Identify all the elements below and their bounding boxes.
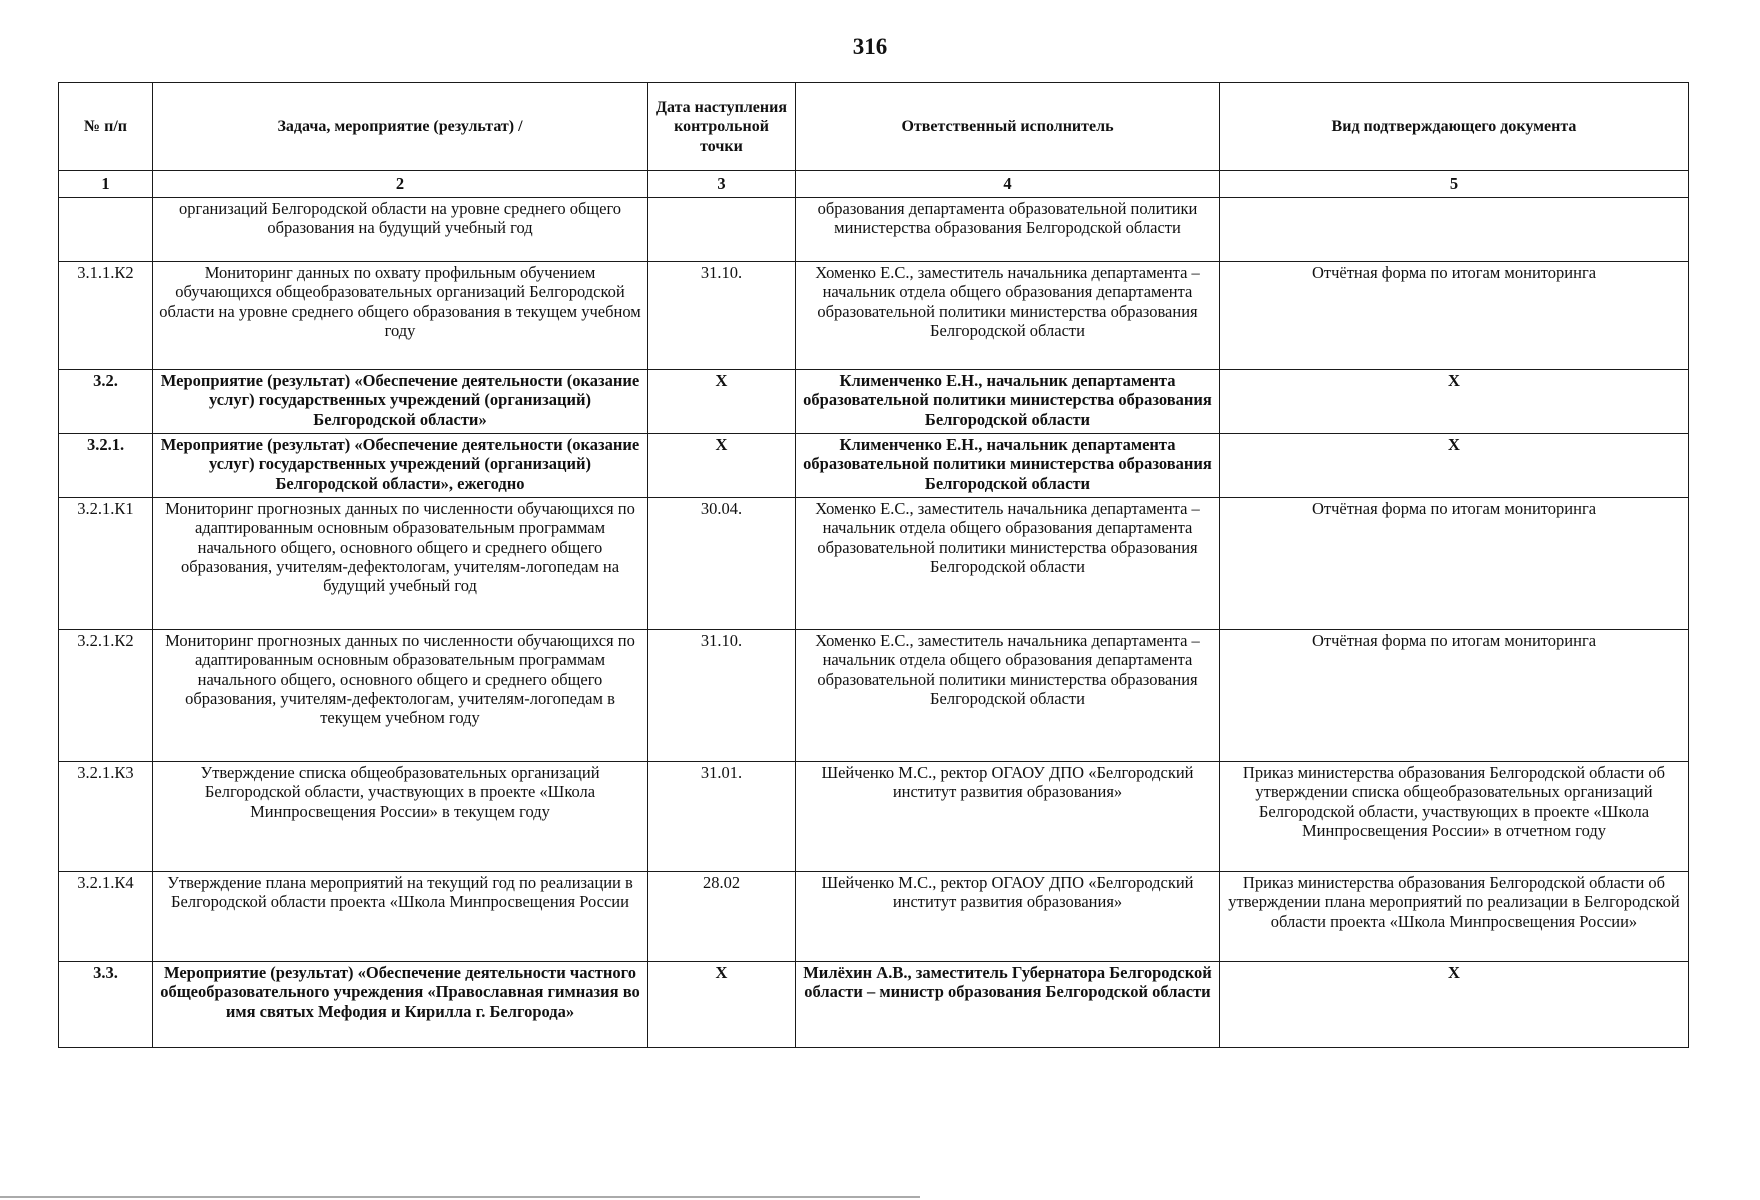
column-number: 5 <box>1220 171 1689 198</box>
row-task: Мониторинг прогнозных данных по численности обучающихся по адаптированным основным образовательным программам начального общего, основного общего и среднего общего образования, учителям-дефектологам, учителям-логопедам на будущий учебный год <box>153 498 648 630</box>
table-row <box>59 262 1689 370</box>
row-num: 3.2.1.К1 <box>59 498 153 630</box>
row-document: Приказ министерства образования Белгородской области об утверждении списка общеобразовательных организаций Белгородской области, участвующих в проекте «Школа Минпросвещения России» в отчетном году <box>1220 762 1689 872</box>
row-num: 3.2.1.К2 <box>59 630 153 762</box>
row-date: 28.02 <box>648 872 796 962</box>
row-executor: Клименченко Е.Н., начальник департамента образовательной политики министерства образования Белгородской области <box>796 434 1220 498</box>
row-task: Мероприятие (результат) «Обеспечение деятельности частного общеобразовательного учреждения «Православная гимназия во имя святых Мефодия и Кирилла г. Белгорода» <box>153 962 648 1048</box>
table-row <box>59 762 1689 872</box>
table-row <box>59 872 1689 962</box>
page-number: 316 <box>852 34 888 59</box>
row-date: Х <box>648 370 796 434</box>
header-executor: Ответственный исполнитель <box>796 83 1220 171</box>
row-task: Утверждение плана мероприятий на текущий год по реализации в Белгородской области проекта «Школа Минпросвещения России <box>153 872 648 962</box>
row-date: 30.04. <box>648 498 796 630</box>
table-header-row <box>59 83 1689 171</box>
row-executor: Шейченко М.С., ректор ОГАОУ ДПО «Белгородский институт развития образования» <box>796 762 1220 872</box>
row-task: Утверждение списка общеобразовательных организаций Белгородской области, участвующих в проекте «Школа Минпросвещения России» в текущем году <box>153 762 648 872</box>
row-date: 31.10. <box>648 630 796 762</box>
table-row <box>59 630 1689 762</box>
header-task: Задача, мероприятие (результат) / <box>153 83 648 171</box>
row-num: 3.2.1. <box>59 434 153 498</box>
row-executor: Хоменко Е.С., заместитель начальника департамента – начальник отдела общего образования департамента образовательной политики министерства образования Белгородской области <box>796 630 1220 762</box>
row-date: Х <box>648 434 796 498</box>
header-num: № п/п <box>59 83 153 171</box>
row-executor: Хоменко Е.С., заместитель начальника департамента – начальник отдела общего образования департамента образовательной политики министерства образования Белгородской области <box>796 498 1220 630</box>
column-number-row <box>59 171 1689 198</box>
row-document: Отчётная форма по итогам мониторинга <box>1220 498 1689 630</box>
header-document: Вид подтверждающего документа <box>1220 83 1689 171</box>
row-task: Мероприятие (результат) «Обеспечение деятельности (оказание услуг) государственных учреждений (организаций) Белгородской области», ежегодно <box>153 434 648 498</box>
column-number: 3 <box>648 171 796 198</box>
row-document: Отчётная форма по итогам мониторинга <box>1220 630 1689 762</box>
row-task: организаций Белгородской области на уровне среднего общего образования на будущий учебный год <box>153 198 648 262</box>
scan-edge-line <box>0 1196 920 1198</box>
table-row <box>59 962 1689 1048</box>
row-num: 3.1.1.К2 <box>59 262 153 370</box>
row-num: 3.2. <box>59 370 153 434</box>
column-number: 4 <box>796 171 1220 198</box>
row-document: Приказ министерства образования Белгородской области об утверждении плана мероприятий по реализации в Белгородской области проекта «Школа Минпросвещения России» <box>1220 872 1689 962</box>
row-document: Х <box>1220 962 1689 1048</box>
row-document: Отчётная форма по итогам мониторинга <box>1220 262 1689 370</box>
row-executor: образования департамента образовательной политики министерства образования Белгородской области <box>796 198 1220 262</box>
row-num: 3.2.1.К3 <box>59 762 153 872</box>
control-points-table <box>58 82 1689 1048</box>
row-num: 3.3. <box>59 962 153 1048</box>
row-num <box>59 198 153 262</box>
row-task: Мониторинг прогнозных данных по численности обучающихся по адаптированным основным образовательным программам начального общего, основного общего и среднего общего образования, учителям-дефектологам, учителям-логопедам в текущем учебном году <box>153 630 648 762</box>
row-date: 31.01. <box>648 762 796 872</box>
row-document: Х <box>1220 370 1689 434</box>
column-number: 1 <box>59 171 153 198</box>
table-row <box>59 498 1689 630</box>
row-task: Мониторинг данных по охвату профильным обучением обучающихся общеобразовательных организаций Белгородской области на уровне среднего общего образования в текущем учебном году <box>153 262 648 370</box>
row-date <box>648 198 796 262</box>
row-date: 31.10. <box>648 262 796 370</box>
header-date: Дата наступления контрольной точки <box>648 83 796 171</box>
row-executor: Хоменко Е.С., заместитель начальника департамента – начальник отдела общего образования департамента образовательной политики министерства образования Белгородской области <box>796 262 1220 370</box>
row-executor: Клименченко Е.Н., начальник департамента образовательной политики министерства образования Белгородской области <box>796 370 1220 434</box>
row-task: Мероприятие (результат) «Обеспечение деятельности (оказание услуг) государственных учреждений (организаций) Белгородской области» <box>153 370 648 434</box>
row-document <box>1220 198 1689 262</box>
row-document: Х <box>1220 434 1689 498</box>
row-executor: Милёхин А.В., заместитель Губернатора Белгородской области – министр образования Белгородской области <box>796 962 1220 1048</box>
row-date: Х <box>648 962 796 1048</box>
table-row <box>59 198 1689 262</box>
table-row <box>59 370 1689 434</box>
row-num: 3.2.1.К4 <box>59 872 153 962</box>
column-number: 2 <box>153 171 648 198</box>
row-executor: Шейченко М.С., ректор ОГАОУ ДПО «Белгородский институт развития образования» <box>796 872 1220 962</box>
table-row <box>59 434 1689 498</box>
